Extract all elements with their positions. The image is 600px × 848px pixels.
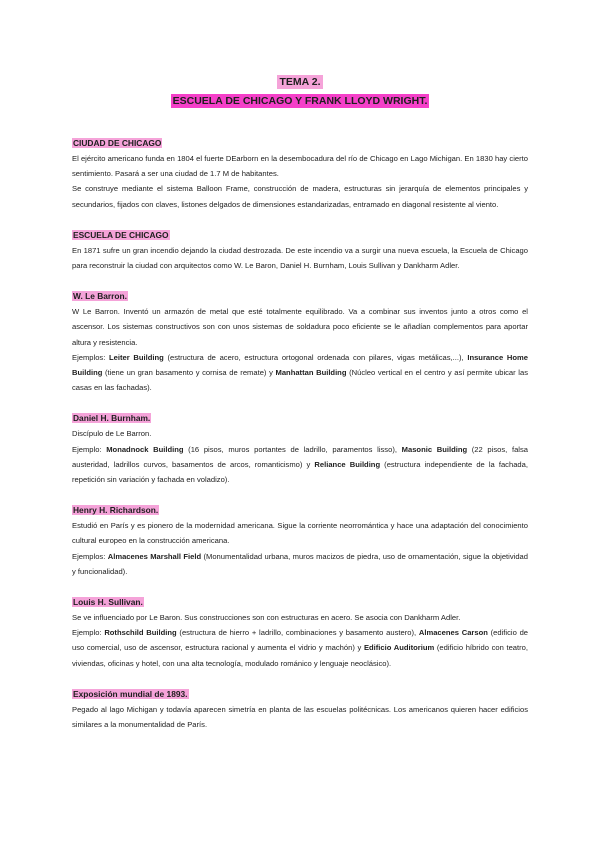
text-run: En 1871 sufre un gran incendio dejando la ciudad destrozada. De este incendio va a surgir una nueva escuela, la Escuela de Chicago para reconstruir la ciudad con arquitectos como W. Le Baron, Daniel H. Burnham, Louis Sullivan y Dankharm Adler.: [72, 245, 528, 271]
section-paragraph: [72, 304, 528, 350]
section-heading: CIUDAD DE CHICAGO: [73, 138, 162, 148]
bold-term: Insurance Home Building: [72, 352, 528, 378]
text-run: Ejemplo:: [72, 628, 105, 638]
sections-container: [72, 133, 528, 732]
bold-term: Almacenes Carson: [418, 628, 488, 638]
text-run: W Le Barron. Inventó un armazón de metal que esté totalmente equilibrado. Va a combinar sus inventos junto a otros como el ascensor. Los sistemas constructivos son con unos sistemas de soldadura poco eficiente se le añadían complementos para aportar altura y resistencia.: [72, 307, 528, 347]
text-run: (edificio de uso comercial, uso de ascensor, estructura racional y aumenta el vidrio y machón) y: [72, 628, 529, 653]
section-paragraph: [72, 610, 528, 625]
section-paragraph: [72, 518, 528, 548]
bold-term: Reliance Building: [314, 459, 381, 469]
document-subtitle: ESCUELA DE CHICAGO Y FRANK LLOYD WRIGHT.: [172, 95, 428, 107]
section-heading: ESCUELA DE CHICAGO: [73, 229, 169, 240]
text-run: (Monumentalidad urbana, muros macizos de piedra, uso de ornamentación, sigue la objetividad y funcionalidad).: [72, 551, 528, 576]
section: [72, 408, 528, 487]
text-run: El ejército americano funda en 1804 el fuerte DEarborn en la desembocadura del río de Chicago en Lago Michigan. En 1830 hay cierto sentimiento. Pasará a ser una ciudad de 1.7 M de habitantes.: [72, 154, 528, 179]
section: [72, 286, 528, 395]
section-paragraph: [72, 243, 528, 273]
section-paragraph: [72, 442, 528, 488]
text-run: (tiene un gran basamento y cornisa de remate) y: [102, 368, 276, 378]
section-paragraph: [72, 350, 528, 396]
bold-term: Manhattan Building: [275, 368, 347, 378]
text-run: (edificio híbrido con teatro, viviendas, oficinas y hotel, con una alta tecnología, modulado románico y lenguaje neoclásico).: [72, 643, 528, 668]
section-paragraph: [72, 702, 528, 732]
text-run: Pegado al lago Michigan y todavía aparecen simetría en planta de las escuelas politécnicas. Los americanos quieren hacer edificios similares a la monumentalidad de París.: [72, 704, 528, 730]
section-paragraph: [72, 549, 528, 579]
section-heading: W. Le Barron.: [73, 291, 127, 302]
section-heading: Louis H. Sullivan.: [73, 597, 143, 608]
section-paragraph: [72, 151, 528, 181]
bold-term: Monadnock Building: [106, 444, 184, 454]
title-block: [72, 72, 528, 109]
text-run: (estructura de acero, estructura ortogonal ordenada con pilares, vigas metálicas,...),: [163, 352, 468, 362]
bold-term: Leiter Building: [109, 352, 164, 362]
section: [72, 592, 528, 671]
bold-term: Almacenes Marshall Field: [107, 551, 202, 561]
text-run: Ejemplos:: [72, 352, 110, 362]
text-run: Discípulo de Le Barron.: [72, 429, 152, 439]
text-run: Ejemplos:: [72, 551, 108, 561]
section: [72, 133, 528, 212]
section-heading: Henry H. Richardson.: [73, 505, 159, 516]
text-run: (estructura independiente de la fachada, repetición sin variación y fachada en voladizo).: [72, 459, 528, 485]
text-run: (Núcleo vertical en el centro y así permite ubicar las casas en las fachadas).: [72, 368, 529, 393]
text-run: Se construye mediante el sistema Balloon Frame, construcción de madera, estructuras sin jerarquía de elementos principales y secundarios, fijados con claves, listones delgados de dimensiones estandarizadas, entramado en diagonal resistente al viento.: [72, 184, 528, 209]
bold-term: Edificio Auditorium: [363, 643, 435, 653]
section: [72, 225, 528, 273]
section-heading: Daniel H. Burnham.: [73, 413, 151, 424]
section-paragraph: [72, 625, 528, 671]
section: [72, 684, 528, 732]
text-run: Estudió en París y es pionero de la modernidad americana. Sigue la corriente neorromántica y hace una adaptación del conocimiento cultural europeo en la construcción americana.: [72, 521, 528, 546]
text-run: (estructura de hierro + ladrillo, combinaciones y basamento austero),: [176, 628, 419, 638]
text-run: Se ve influenciado por Le Baron. Sus construcciones son con estructuras en acero. Se asocia con Dankharm Adler.: [72, 613, 461, 623]
text-run: (22 pisos, falsa austeridad, ladrillos curvos, basamentos de arcos, romanticismo) y: [72, 444, 528, 469]
bold-term: Masonic Building: [401, 444, 468, 454]
document-title: TEMA 2.: [279, 76, 321, 88]
bold-term: Rothschild Building: [104, 628, 177, 638]
section: [72, 500, 528, 579]
section-heading: Exposición mundial de 1893.: [73, 688, 188, 699]
text-run: (16 pisos, muros portantes de ladrillo, paramentos lisso),: [183, 444, 402, 454]
text-run: Ejemplo:: [72, 444, 107, 454]
section-paragraph: [72, 181, 528, 211]
section-paragraph: [72, 426, 528, 441]
